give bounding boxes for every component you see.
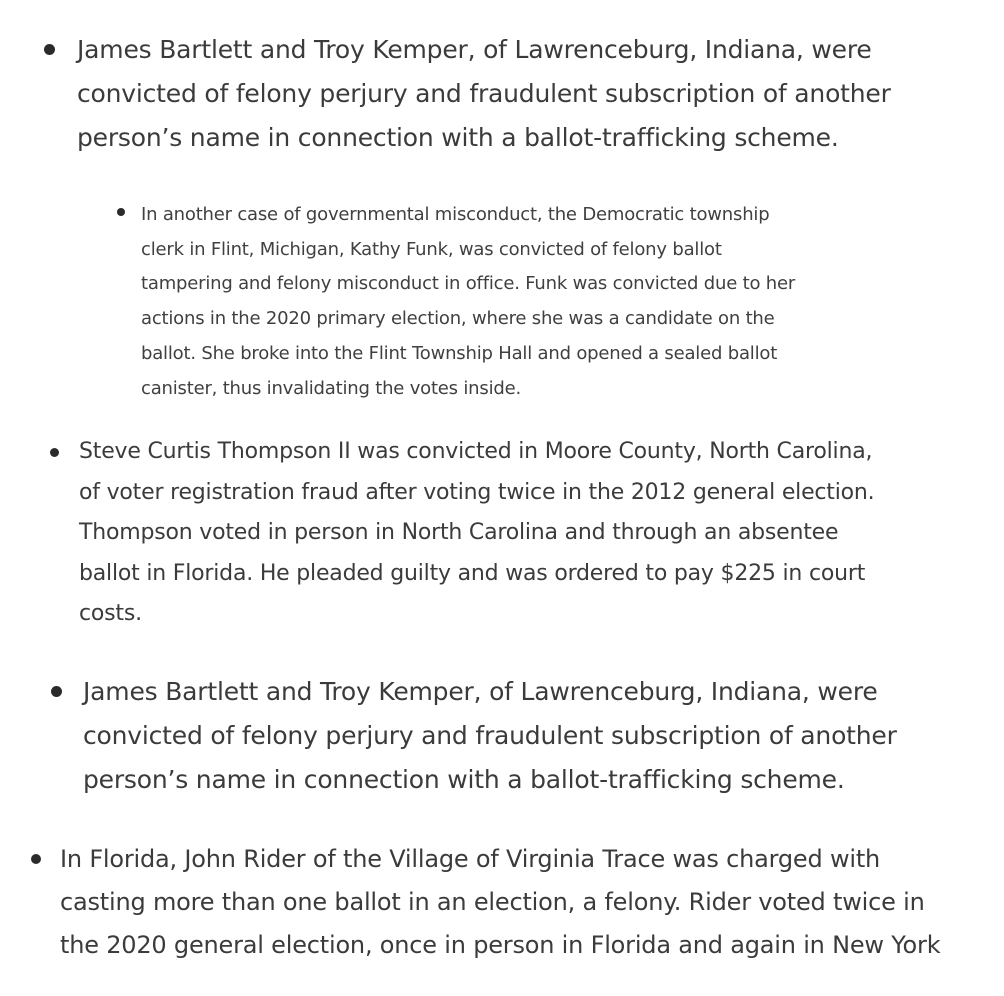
bullet-icon: [31, 854, 41, 864]
list-item-text: In another case of governmental misconduct, the Democratic township clerk in Flint, Michigan, Kathy Funk, was convicted of felony ballot tampering and felony misconduct in office. Funk was convicted due to her actions in the 2020 primary election, where she was a candidate on the ballot. She broke into the Flint Township Hall and opened a sealed ballot canister, thus invalidating the votes inside.: [141, 204, 796, 399]
list-item-text: James Bartlett and Troy Kemper, of Lawrenceburg, Indiana, were convicted of felony perjury and fraudulent subscription of another person’s name in connection with a ballot-trafficking scheme.: [77, 35, 891, 152]
bullet-icon: [50, 448, 59, 457]
list-item-text: James Bartlett and Troy Kemper, of Lawrenceburg, Indiana, were convicted of felony perjury and fraudulent subscription of another person’s name in connection with a ballot-trafficking scheme.: [83, 677, 897, 794]
list-item-text: In Florida, John Rider of the Village of Virginia Trace was charged with casting more than one ballot in an election, a felony. Rider voted twice in the 2020 general election, once in person in Florida and again in New York: [60, 845, 941, 959]
list-item-text: Steve Curtis Thompson II was convicted in Moore County, North Carolina, of voter registration fraud after voting twice in the 2012 general election. Thompson voted in person in North Carolina and through an absentee ballot in Florida. He pleaded guilty and was ordered to pay $225 in court costs.: [79, 439, 875, 626]
bullet-icon: [117, 208, 125, 216]
bullet-icon: [51, 686, 62, 697]
bullet-icon: [44, 44, 55, 55]
